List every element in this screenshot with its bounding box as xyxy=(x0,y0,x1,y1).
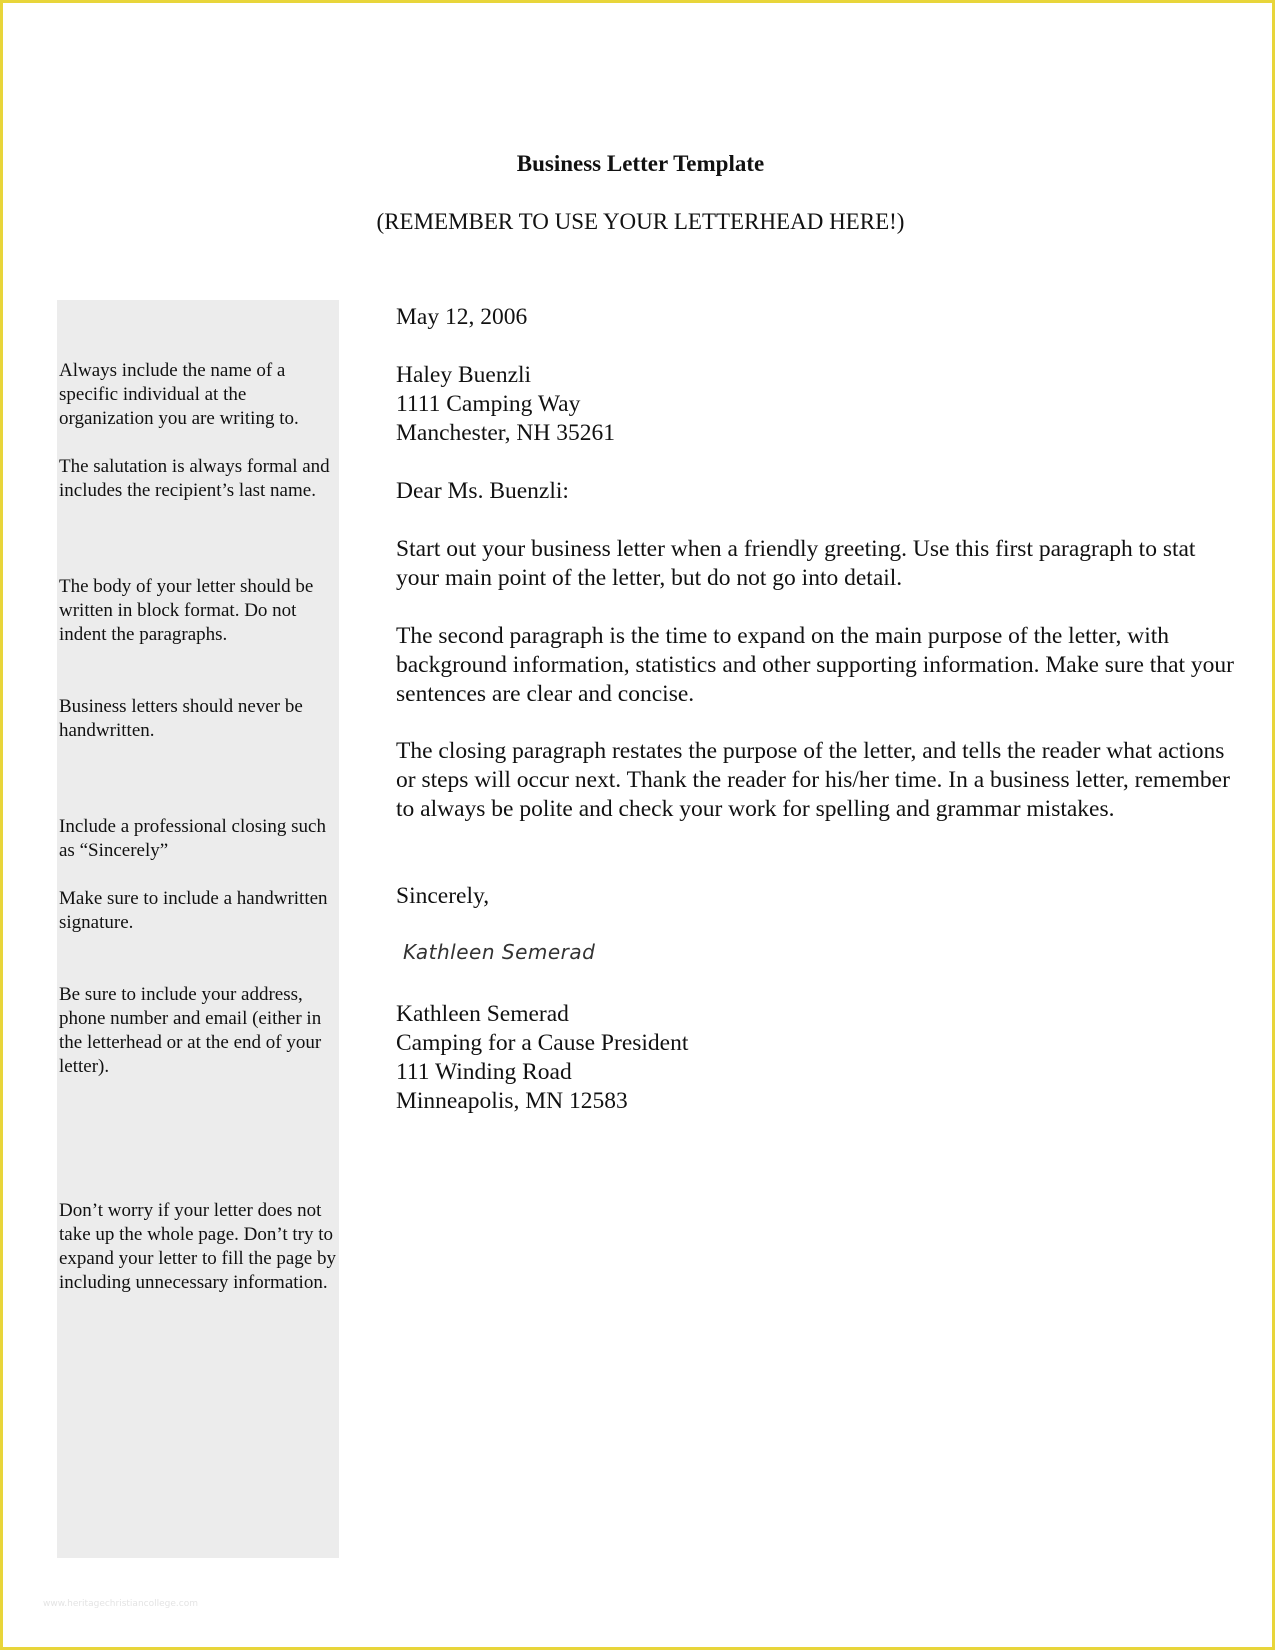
handwritten-signature: Kathleen Semerad xyxy=(403,940,596,964)
letter-date xyxy=(396,303,1236,332)
sender-city: Minneapolis, MN 12583 xyxy=(396,1088,628,1114)
note-closing: Include a professional closing such as “Sincerely” xyxy=(59,816,326,861)
sender-block xyxy=(396,1000,1236,1116)
letter-paragraph-2 xyxy=(396,622,1236,709)
sender-name: Kathleen Semerad xyxy=(396,1001,569,1027)
paragraph-text: The closing paragraph restates the purpose of the letter, and tells the reader what actions or steps will occur next. Thank the reader for his/her time. In a business letter, remember to always be polite and check your work for spelling and grammar mistakes. xyxy=(396,738,1230,822)
paragraph-text: Start out your business letter when a friendly greeting. Use this first paragraph to stat your main point of the letter, but do not go into detail. xyxy=(396,536,1196,591)
date-text: May 12, 2006 xyxy=(396,304,528,330)
letter-salutation xyxy=(396,477,1236,506)
recipient-name: Haley Buenzli xyxy=(396,362,532,388)
note-contact-info: Be sure to include your address, phone number and email (either in the letterhead or at the end of your letter). xyxy=(59,984,322,1077)
note-block-format: The body of your letter should be written in block format. Do not indent the paragraphs. xyxy=(59,576,314,645)
note-not-handwritten: Business letters should never be handwritten. xyxy=(59,696,303,741)
paragraph-text: The second paragraph is the time to expand on the main purpose of the letter, with background information, statistics and other supporting information. Make sure that your sentences are clear and concise. xyxy=(396,623,1234,707)
note-page-length: Don’t worry if your letter does not take up the whole page. Don’t try to expand your letter to fill the page by including unnecessary information. xyxy=(59,1200,336,1293)
sender-title: Camping for a Cause President xyxy=(396,1030,689,1056)
letterhead-reminder: (REMEMBER TO USE YOUR LETTERHEAD HERE!) xyxy=(376,209,905,234)
watermark-text: www.heritagechristiancollege.com xyxy=(43,1599,198,1609)
recipient-city: Manchester, NH 35261 xyxy=(396,420,615,446)
recipient-street: 1111 Camping Way xyxy=(396,391,581,417)
letter-paragraph-3 xyxy=(396,737,1236,824)
closing-text: Sincerely, xyxy=(396,883,490,909)
note-signature: Make sure to include a handwritten signature. xyxy=(59,888,328,933)
salutation-text: Dear Ms. Buenzli: xyxy=(396,478,569,504)
document-title: Business Letter Template xyxy=(516,151,765,176)
note-salutation: The salutation is always formal and includes the recipient’s last name. xyxy=(59,456,330,501)
sender-street: 111 Winding Road xyxy=(396,1059,572,1085)
note-recipient-name: Always include the name of a specific individual at the organization you are writing to. xyxy=(59,360,299,429)
letter-closing xyxy=(396,882,1236,911)
letter-paragraph-1 xyxy=(396,535,1236,593)
recipient-address xyxy=(396,361,1236,448)
